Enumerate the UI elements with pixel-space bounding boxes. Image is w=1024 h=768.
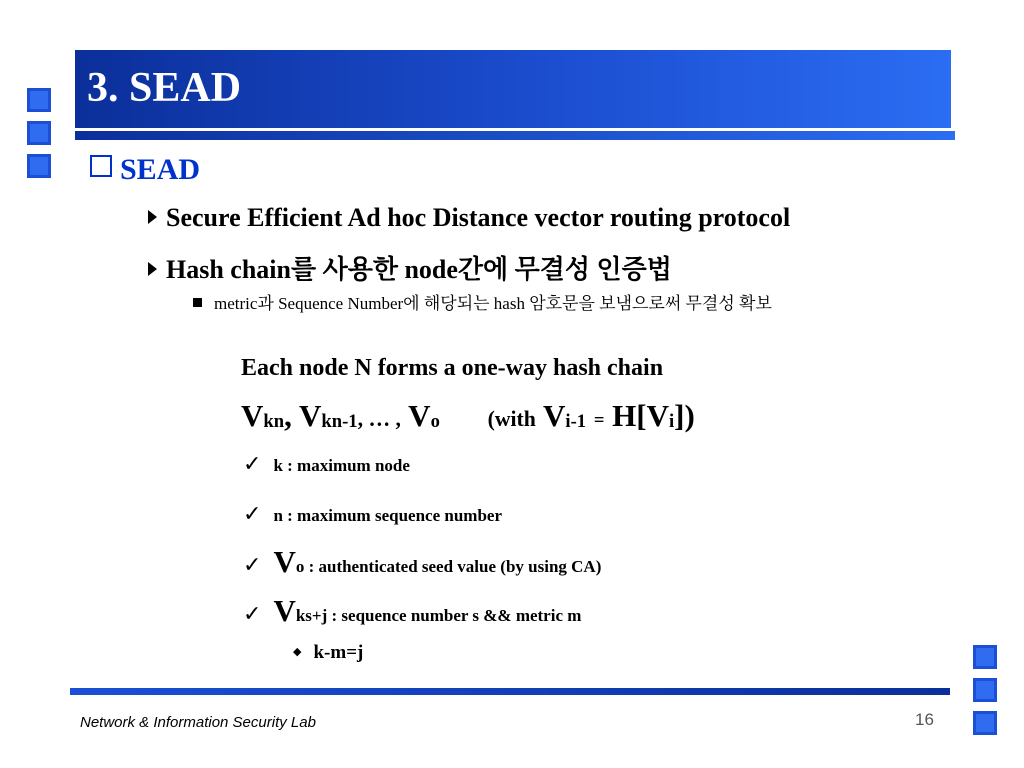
bullet-item: [148, 249, 672, 286]
triangle-bullet-icon: [148, 210, 157, 224]
checkmark-icon: ✓: [243, 553, 262, 578]
section-heading: [90, 153, 200, 187]
page-number: 16: [915, 710, 934, 729]
sub-bullet-item: [193, 289, 772, 314]
deco-square: [973, 645, 997, 669]
hash-chain-formula: $V_{kn}$, $V_{kn-1}$, … , $V_o$ (with $V_{i-1} = H[V_i]$): [241, 398, 695, 433]
deco-square: [973, 678, 997, 702]
section-heading-text: SEAD: [120, 153, 201, 186]
deco-square: [973, 711, 997, 735]
sub-bullet-text: metric과 Sequence Number에 해당되는 hash 암호문을 보냄으로써 무결성 확보: [214, 294, 772, 313]
hollow-square-bullet-icon: [90, 155, 112, 177]
deco-square: [27, 121, 51, 145]
bullet-text: Hash chain를 사용한 node간에 무결성 인증법: [166, 255, 672, 284]
bullet-text: Secure Efficient Ad hoc Distance vector routing protocol: [166, 203, 791, 232]
title-bar: [75, 50, 951, 128]
slide-title: 3. SEAD: [87, 65, 242, 111]
checkmark-icon: ✓: [243, 452, 262, 477]
triangle-bullet-icon: [148, 262, 157, 276]
check-item: ✓ Vo : authenticated seed value (by using CA): [243, 544, 602, 579]
checkmark-icon: ✓: [243, 602, 262, 627]
check-item: ✓ Vks+j : sequence number s && metric m: [243, 593, 582, 628]
bullet-item: [148, 203, 790, 233]
checkmark-icon: ✓: [243, 502, 262, 527]
check-item: ✓ k : maximum node: [243, 452, 410, 477]
square-bullet-icon: [193, 298, 202, 307]
footer-divider: [70, 688, 950, 695]
deco-square: [27, 88, 51, 112]
hash-chain-line: Each node N forms a one-way hash chain: [241, 355, 664, 381]
diamond-bullet-icon: ◆: [293, 645, 302, 658]
deco-square: [27, 154, 51, 178]
footer-lab-name: Network & Information Security Lab: [80, 714, 316, 731]
title-underline: [75, 131, 955, 140]
check-item: ✓ n : maximum sequence number: [243, 502, 502, 527]
diamond-item: ◆ k-m=j: [293, 642, 364, 663]
